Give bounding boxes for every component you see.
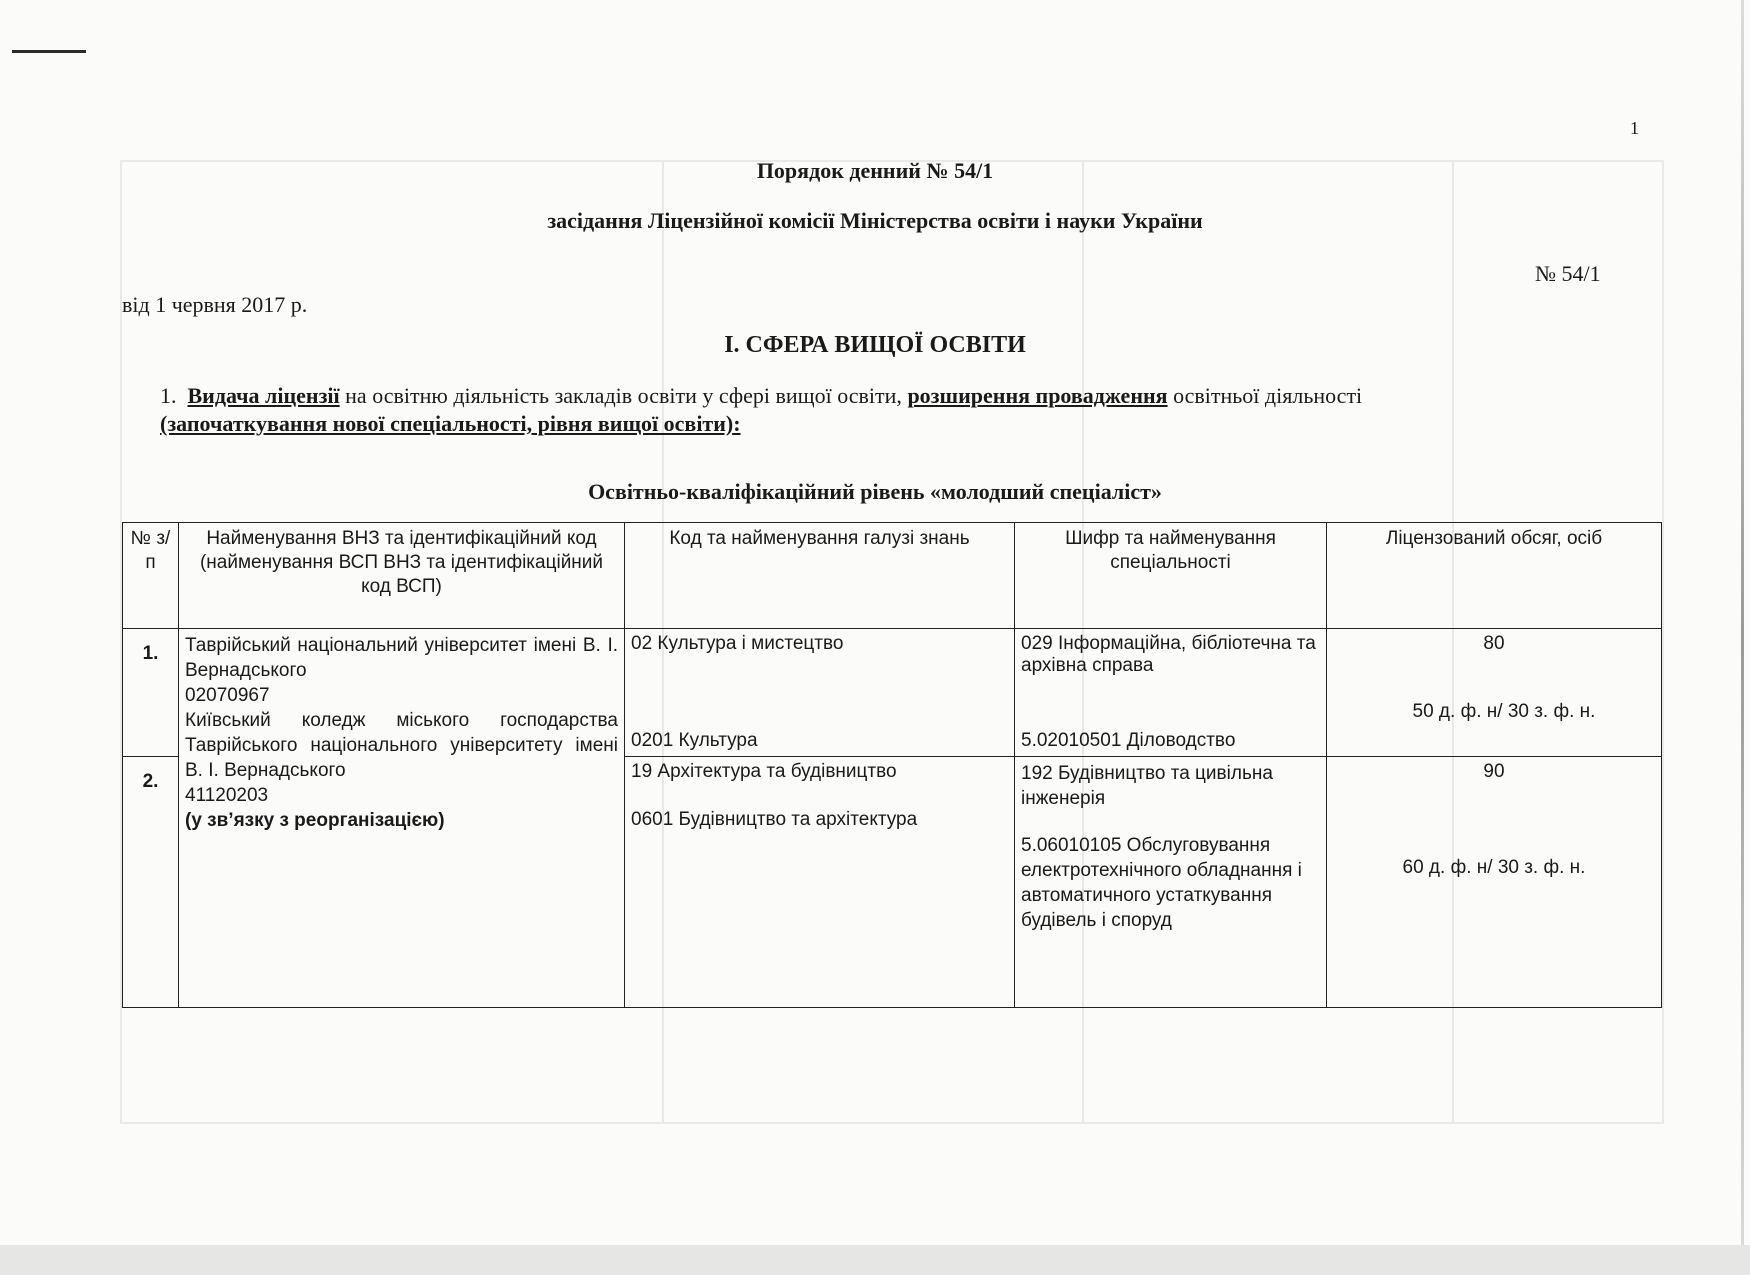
institution-cell (179, 629, 625, 1008)
spec-old-code: 5.02010501 Діловодство (1021, 730, 1236, 751)
section-heading: І. СФЕРА ВИЩОЇ ОСВІТИ (724, 332, 1026, 358)
institution-code: 02070967 (185, 685, 270, 706)
row-number: 2. (123, 757, 179, 1008)
scan-edge (0, 1245, 1750, 1275)
branch-name: Київський коледж міського господарства Таврійського національного університету імені В. І. Вернадського (185, 710, 618, 781)
spec-code: 192 Будівництво та цивільна інженерія (1021, 763, 1273, 809)
header-spec: Шифр та найменування спеціальності (1015, 523, 1327, 629)
header-name-line2: (найменування ВСП ВНЗ та ідентифікаційний код ВСП) (199, 552, 604, 597)
spec-cell (1015, 757, 1327, 1008)
document-title: Порядок денний № 54/1 (756, 158, 994, 183)
volume-total: 80 (1483, 633, 1505, 654)
header-num: № з/п (123, 523, 179, 629)
scan-mark (12, 50, 86, 53)
field-old-code: 0601 Будівництво та архітектура (631, 809, 918, 830)
branch-code: 41120203 (185, 785, 269, 806)
field-cell (625, 629, 1015, 757)
license-table (122, 522, 1662, 1008)
field-old-code: 0201 Культура (631, 730, 758, 751)
header-field: Код та найменування галузі знань (625, 523, 1015, 629)
item-action: Видача ліцензії (187, 383, 340, 408)
spec-cell (1015, 629, 1327, 757)
page-number: 1 (1630, 118, 1639, 138)
volume-breakdown: 60 д. ф. н/ 30 з. ф. н. (1402, 857, 1586, 878)
table-header-row (123, 523, 1662, 629)
item-text: на освітню діяльність закладів освіти у сфері вищої освіти, (339, 383, 908, 408)
volume-breakdown: 50 д. ф. н/ 30 з. ф. н. (1412, 701, 1596, 722)
header-volume: Ліцензований обсяг, осіб (1327, 523, 1662, 629)
level-heading: Освітньо-кваліфікаційний рівень «молодший спеціаліст» (588, 479, 1162, 504)
agenda-item (160, 382, 1600, 438)
volume-cell (1327, 757, 1662, 1008)
item-text-2: освітньої діяльності (1167, 383, 1363, 408)
item-note: (започаткування нової спеціальності, рівня вищої освіти): (160, 411, 741, 436)
spec-old-code: 5.06010105 Обслуговування електротехнічного обладнання і автоматичного устаткування будівель і споруд (1021, 835, 1302, 931)
item-action-2: розширення провадження (907, 383, 1168, 408)
item-number: 1. (160, 383, 177, 408)
volume-cell (1327, 629, 1662, 757)
volume-total: 90 (1483, 761, 1505, 782)
row-number: 1. (123, 629, 179, 757)
document-number: № 54/1 (1535, 261, 1601, 286)
header-name-line1: Найменування ВНЗ та ідентифікаційний код (206, 528, 597, 549)
field-code: 02 Культура і мистецтво (631, 633, 844, 654)
table-row (123, 629, 1662, 757)
scan-edge (1741, 0, 1744, 1275)
header-name (179, 523, 625, 629)
reorganization-note: (у зв’язку з реорганізацією) (185, 810, 445, 831)
institution-name: Таврійський національний університет імені В. І. Вернадського (185, 635, 618, 681)
field-code: 19 Архітектура та будівництво (631, 761, 897, 782)
document-date: від 1 червня 2017 р. (122, 292, 308, 317)
spec-code: 029 Інформаційна, бібліотечна та архівна справа (1021, 633, 1316, 676)
document-subtitle: засідання Ліцензійної комісії Міністерства освіти і науки України (547, 208, 1203, 233)
field-cell (625, 757, 1015, 1008)
